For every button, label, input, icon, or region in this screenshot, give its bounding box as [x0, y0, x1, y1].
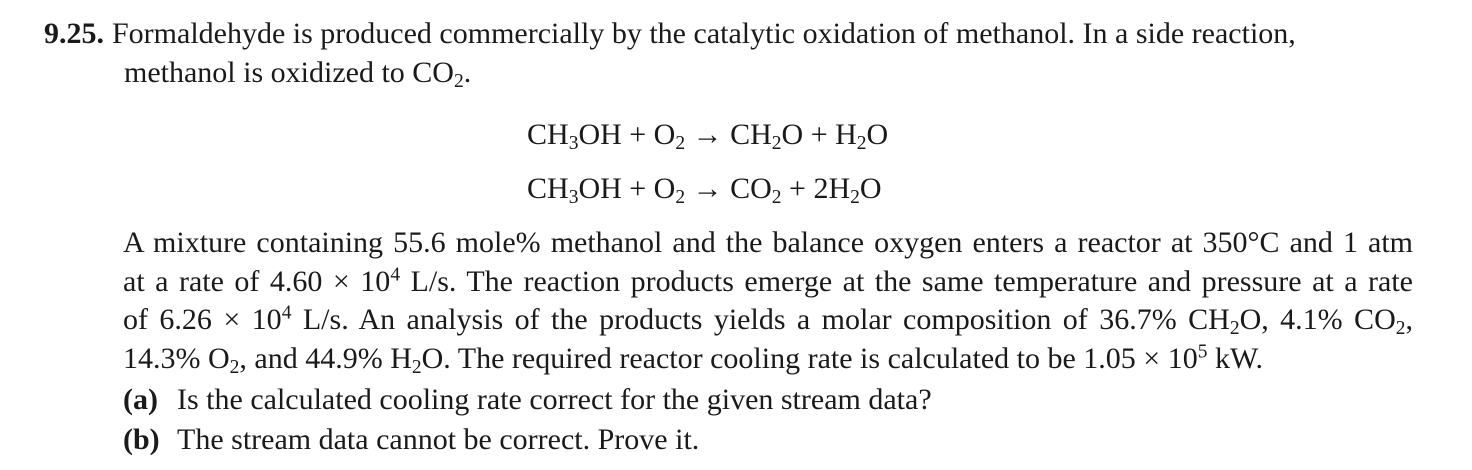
- body-text: kW.: [1207, 341, 1264, 375]
- eq-sub: 2: [675, 186, 686, 208]
- eq-text: OH + O: [578, 172, 676, 205]
- intro-text-1: Formaldehyde is produced commercially by the catalytic oxidation of methanol. In a side reaction,: [112, 17, 1296, 50]
- body-text: L/s. An analysis of the products yields a molar composition of 36.7% CH: [291, 303, 1230, 336]
- eq-sub: 2: [856, 132, 867, 154]
- eq-text: + 2H: [781, 172, 851, 205]
- subscript: 2: [1229, 317, 1240, 339]
- eq-sub: 2: [850, 186, 860, 208]
- body-text: of 6.26 × 10: [123, 303, 282, 336]
- body-line-2: [123, 263, 1413, 302]
- subscript: 2: [229, 356, 240, 378]
- eq-sub: 3: [568, 186, 579, 208]
- superscript: 4: [281, 302, 292, 324]
- problem-body: [123, 224, 1413, 378]
- intro-line-1: [44, 14, 1424, 53]
- intro-text-2: methanol is oxidized to CO: [124, 56, 454, 89]
- part-label: (a): [123, 383, 158, 416]
- body-text: L/s. The reaction products emerge at the same temperature and pressure at a rate: [400, 264, 1413, 298]
- body-text: at a rate of 4.60 × 10: [123, 264, 391, 298]
- superscript: 4: [390, 263, 401, 285]
- part-b: [123, 420, 932, 460]
- body-text: O. The required reactor cooling rate is calculated to be 1.05 × 10: [421, 341, 1198, 375]
- subscript: 2: [453, 70, 464, 92]
- part-a: [123, 380, 932, 420]
- part-text: Is the calculated cooling rate correct for the given stream data?: [177, 383, 932, 416]
- eq-sub: 2: [771, 132, 782, 154]
- equation-2: [527, 167, 888, 221]
- body-line-4: [123, 340, 1413, 379]
- eq-text: CH: [527, 118, 569, 151]
- body-text: O, 4.1% CO: [1239, 303, 1396, 336]
- body-text: , and 44.9% H: [239, 341, 412, 375]
- period: .: [463, 56, 472, 89]
- equation-1: [527, 113, 888, 167]
- body-line-3: [123, 301, 1413, 340]
- body-text: 14.3% O: [123, 341, 230, 375]
- eq-text: → CO: [685, 172, 772, 205]
- superscript: 5: [1197, 340, 1208, 362]
- eq-text: O + H: [781, 118, 857, 151]
- part-label: (b): [123, 423, 160, 456]
- subscript: 2: [411, 356, 422, 378]
- body-text: ,: [1405, 303, 1413, 336]
- eq-text: OH + O: [578, 118, 676, 151]
- problem-intro: [44, 14, 1424, 92]
- part-text: The stream data cannot be correct. Prove it.: [177, 423, 700, 456]
- eq-text: → CH: [685, 118, 772, 151]
- eq-text: O: [866, 118, 889, 151]
- eq-text: CH: [527, 172, 569, 205]
- reaction-equations: [527, 113, 888, 221]
- eq-sub: 2: [771, 186, 782, 208]
- eq-text: O: [859, 172, 882, 205]
- problem-parts: [123, 380, 932, 460]
- body-line-1: A mixture containing 55.6 mole% methanol and the balance oxygen enters a reactor at 350°C and 1 atm: [123, 226, 1413, 259]
- problem-number: 9.25.: [44, 17, 104, 50]
- intro-line-2: [44, 53, 1424, 92]
- subscript: 2: [1395, 317, 1406, 339]
- eq-sub: 2: [675, 132, 686, 154]
- eq-sub: 3: [568, 132, 579, 154]
